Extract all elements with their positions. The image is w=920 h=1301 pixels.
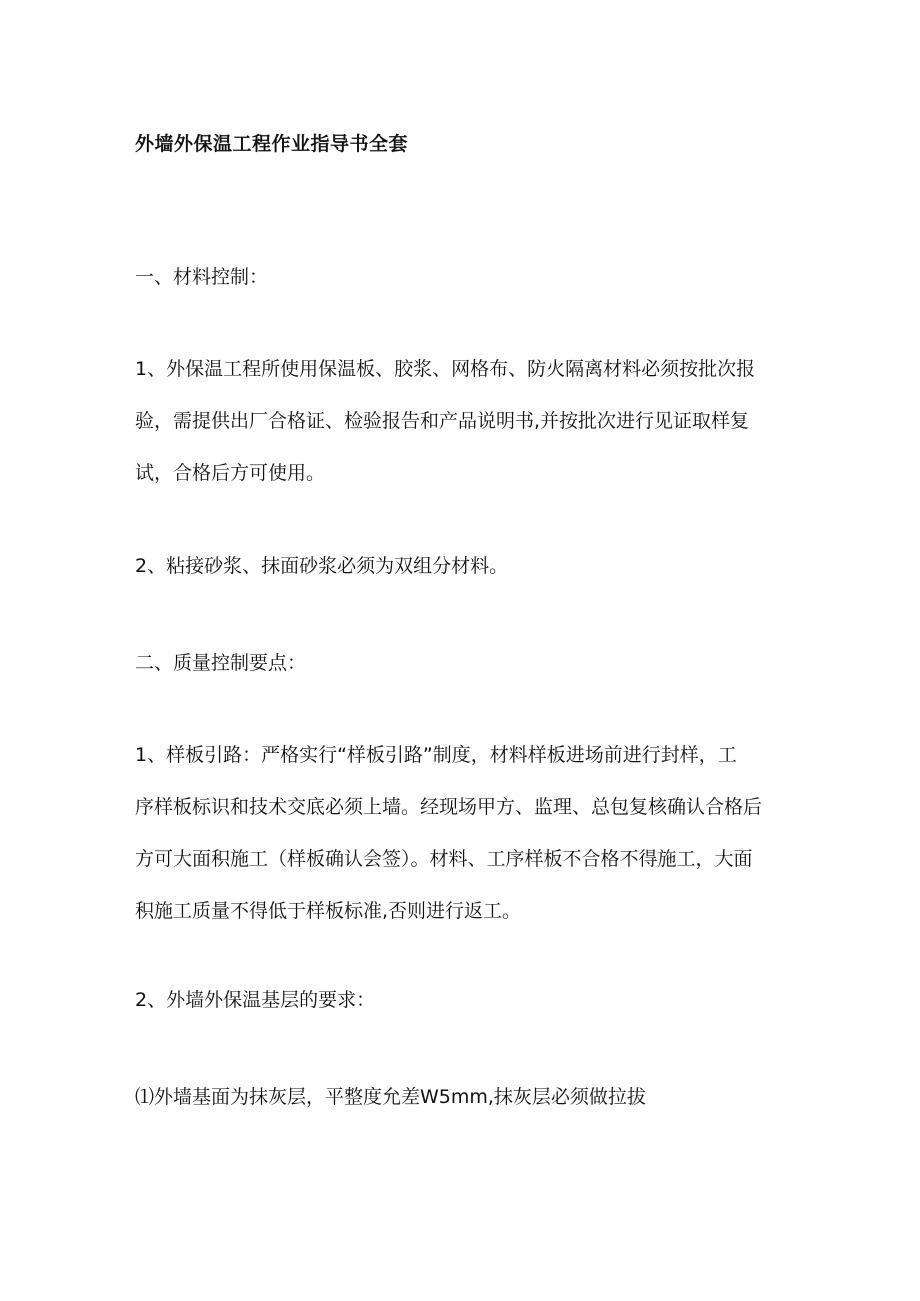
section-heading-materials: 一、材料控制： (135, 266, 269, 288)
section-heading-quality: 二、质量控制要点： (135, 652, 307, 674)
paragraph-line: 试，合格后方可使用。 (135, 462, 326, 484)
paragraph-materials-2: 2、粘接砂浆、抹面砂浆必须为双组分材料。 (135, 555, 509, 577)
paragraph-line: 1、外保温工程所使用保温板、胶浆、网格布、防火隔离材料必须按批次报 (135, 358, 756, 380)
paragraph-line: 验，需提供出厂合格证、检验报告和产品说明书,并按批次进行见证取样复 (135, 410, 750, 432)
paragraph-line: 1、样板引路：严格实行“样板引路”制度，材料样板进场前进行封样，工 (135, 744, 737, 766)
document-title: 外墙外保温工程作业指导书全套 (135, 133, 409, 155)
paragraph-line: 方可大面积施工（样板确认会签）。材料、工序样板不合格不得施工，大面 (135, 848, 753, 870)
paragraph-quality-2-1: ⑴外墙基面为抹灰层，平整度允差W5mm,抹灰层必须做拉拔 (135, 1086, 646, 1108)
paragraph-quality-1 (135, 729, 795, 937)
paragraph-line: 序样板标识和技术交底必须上墙。经现场甲方、监理、总包复核确认合格后 (135, 796, 763, 818)
paragraph-line: 积施工质量不得低于样板标准,否则进行返工。 (135, 900, 522, 922)
paragraph-quality-2: 2、外墙外保温基层的要求： (135, 989, 376, 1011)
paragraph-materials-1 (135, 343, 795, 499)
